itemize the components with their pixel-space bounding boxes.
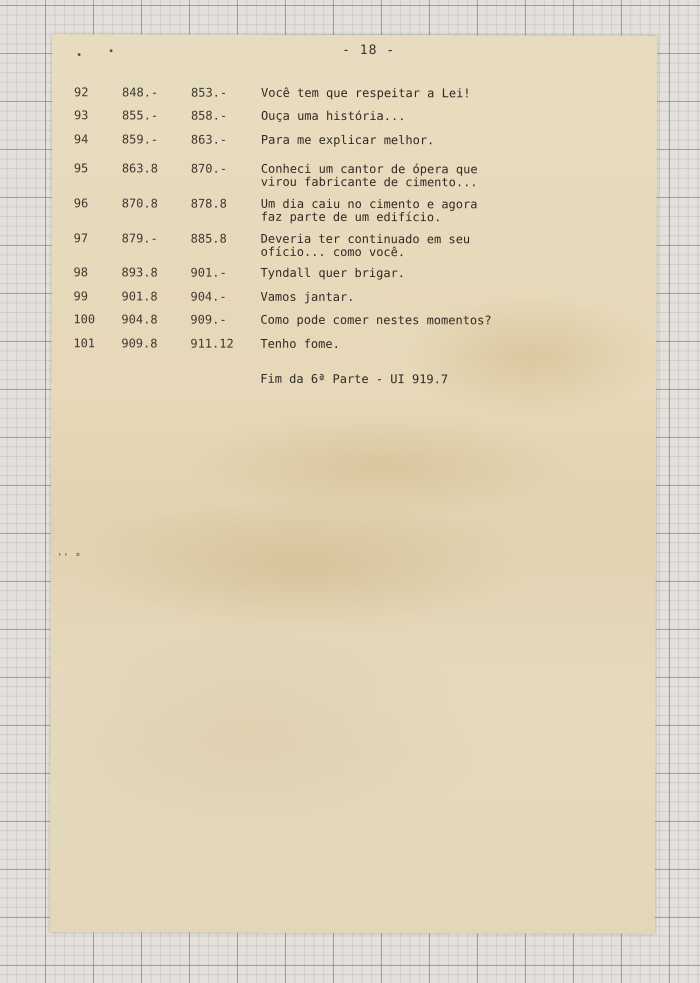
line-number: 98 <box>73 265 89 280</box>
part-end-note: Fim da 6ª Parte - UI 919.7 <box>260 371 449 387</box>
typed-page <box>50 34 657 934</box>
line-number: 94 <box>73 132 89 147</box>
table-row <box>52 161 657 190</box>
time-out: 858.- <box>190 108 228 123</box>
time-in: 879.- <box>121 231 158 246</box>
table-row <box>52 265 657 281</box>
time-out: 878.8 <box>190 196 227 211</box>
line-number: 97 <box>73 231 89 246</box>
time-in: 904.8 <box>121 312 158 327</box>
table-row <box>51 336 656 351</box>
time-out: 863.- <box>190 132 228 147</box>
ink-speck: • <box>76 50 83 62</box>
line-number: 96 <box>73 196 89 211</box>
subtitle-text: Tyndall quer brigar. <box>260 265 406 281</box>
subtitle-text: Para me explicar melhor. <box>260 132 435 148</box>
subtitle-text: Deveria ter continuado em seu ofício... como você. <box>260 231 471 260</box>
line-number: 92 <box>74 85 89 100</box>
table-row <box>51 312 656 328</box>
time-out: 853.- <box>191 85 228 100</box>
time-in: 901.8 <box>121 289 158 304</box>
time-in: 870.8 <box>121 196 158 211</box>
subtitle-text: Você tem que respeitar a Lei! <box>261 85 471 101</box>
time-in: 909.8 <box>121 336 158 351</box>
time-out: 870.- <box>190 161 227 176</box>
line-number: 99 <box>73 289 88 304</box>
time-out: 904.- <box>190 289 227 304</box>
time-in: 855.- <box>121 108 159 123</box>
line-number: 100 <box>73 312 96 327</box>
page-number: - 18 - <box>342 42 396 59</box>
subtitle-text: Tenho fome. <box>260 336 340 351</box>
time-out: 901.- <box>190 265 227 280</box>
table-row <box>52 108 657 124</box>
table-row <box>52 132 657 148</box>
subtitle-text: Um dia caiu no cimento e agora faz parte de um edifício. <box>260 196 478 225</box>
time-in: 859.- <box>121 132 159 147</box>
table-row <box>52 231 657 260</box>
ink-speck: • <box>108 46 115 58</box>
subtitle-text: Vamos jantar. <box>260 289 355 305</box>
line-number: 95 <box>73 161 89 176</box>
time-in: 893.8 <box>121 265 158 280</box>
time-out: 885.8 <box>190 231 227 246</box>
table-row <box>52 85 657 101</box>
table-row <box>52 289 657 305</box>
line-number: 93 <box>73 108 89 123</box>
line-number: 101 <box>73 336 96 351</box>
time-out: 909.- <box>190 312 227 327</box>
time-out: 911.12 <box>190 336 234 351</box>
time-in: 863.8 <box>121 161 158 176</box>
subtitle-text: Conheci um cantor de ópera que virou fabricante de cimento... <box>260 161 478 190</box>
time-in: 848.- <box>122 85 159 100</box>
subtitle-text: Como pode comer nestes momentos? <box>260 312 492 328</box>
table-row <box>52 196 657 225</box>
ink-speck: '' ° <box>56 552 81 564</box>
subtitle-text: Ouça uma história... <box>260 108 406 124</box>
